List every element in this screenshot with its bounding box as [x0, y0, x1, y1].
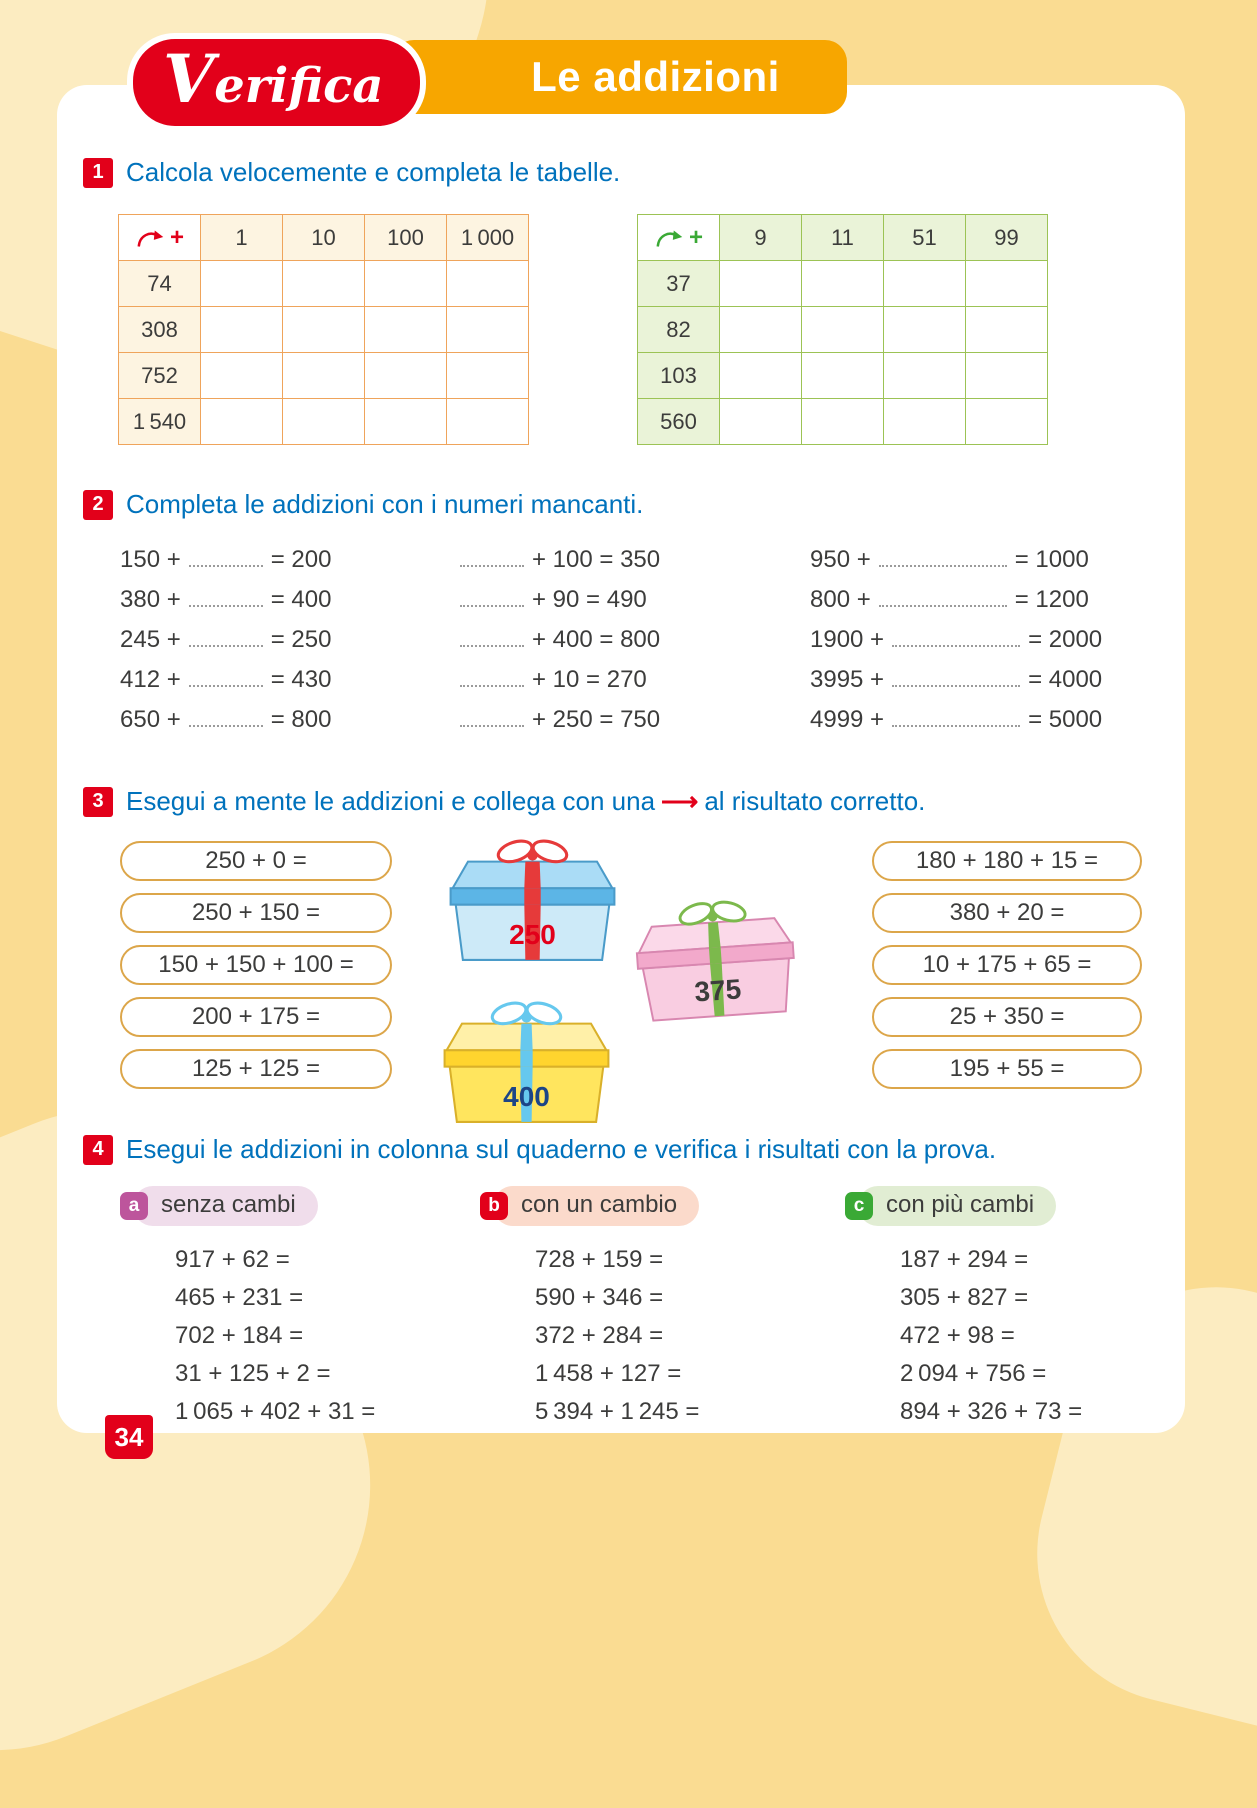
equation-right: = 2000 [1028, 626, 1103, 653]
gift-boxes-area [417, 841, 857, 1126]
group-c-equations [900, 1241, 1082, 1431]
answer-blank[interactable] [892, 721, 1020, 727]
answer-cell[interactable] [283, 307, 365, 353]
addition-pills-right [872, 841, 1142, 1089]
group-b [480, 1187, 845, 1431]
answer-cell[interactable] [966, 261, 1048, 307]
equation [120, 620, 460, 660]
answer-cell[interactable] [802, 353, 884, 399]
equation [120, 700, 460, 740]
column-header: 10 [283, 215, 365, 261]
gift-box-250[interactable] [425, 835, 640, 963]
answer-cell[interactable] [365, 353, 447, 399]
table-right-corner [638, 215, 720, 261]
equation: 187 + 294 = [900, 1246, 1029, 1273]
equation [460, 660, 810, 700]
equation [120, 540, 460, 580]
section-2-number: 2 [83, 490, 113, 520]
equation-left: 1900 + [810, 626, 885, 653]
answer-cell[interactable] [802, 261, 884, 307]
equation-right: = 400 [270, 586, 332, 613]
answer-blank[interactable] [189, 561, 263, 567]
page-title-bar [392, 40, 847, 114]
plus-operator: + [169, 223, 184, 251]
worksheet-page [57, 40, 1185, 1452]
answer-cell[interactable] [447, 261, 529, 307]
equation-left: 380 + [120, 586, 181, 613]
group-a [120, 1187, 480, 1431]
equation [810, 540, 1102, 580]
addition-pills-left [120, 841, 392, 1089]
addition-pill[interactable]: 10 + 175 + 65 = [872, 945, 1142, 985]
addition-pill[interactable]: 250 + 0 = [120, 841, 392, 881]
equation [460, 700, 810, 740]
answer-blank[interactable] [892, 641, 1020, 647]
answer-cell[interactable] [201, 353, 283, 399]
equation-left: 4999 + [810, 706, 885, 733]
addition-pill[interactable]: 250 + 150 = [120, 893, 392, 933]
addition-pill[interactable]: 150 + 150 + 100 = [120, 945, 392, 985]
equation: 590 + 346 = [535, 1284, 664, 1311]
group-a-equations [175, 1241, 480, 1431]
section-4-header [83, 1134, 1143, 1165]
answer-blank[interactable] [189, 681, 263, 687]
answer-cell[interactable] [365, 307, 447, 353]
addition-pill[interactable]: 180 + 180 + 15 = [872, 841, 1142, 881]
equation-right: = 5000 [1028, 706, 1103, 733]
equation: 702 + 184 = [175, 1322, 304, 1349]
answer-cell[interactable] [283, 353, 365, 399]
answer-blank[interactable] [189, 641, 263, 647]
equation-left: 800 + [810, 586, 871, 613]
answer-cell[interactable] [365, 399, 447, 445]
equation [460, 620, 810, 660]
answer-cell[interactable] [283, 399, 365, 445]
equation-right: + 100 = 350 [532, 546, 661, 573]
group-label-text: senza cambi [133, 1186, 318, 1226]
equation: 2 094 + 756 = [900, 1360, 1047, 1387]
verifica-badge [127, 33, 426, 132]
equation-left: 150 + [120, 546, 181, 573]
equation-right: + 400 = 800 [532, 626, 661, 653]
answer-blank[interactable] [460, 721, 524, 727]
answer-cell[interactable] [201, 261, 283, 307]
answer-blank[interactable] [460, 641, 524, 647]
section-1-title: Calcola velocemente e completa le tabelle. [126, 157, 621, 187]
equation-right: + 250 = 750 [532, 706, 661, 733]
section-3-title-before: Esegui a mente le addizioni e collega con una [126, 786, 656, 816]
equation: 31 + 125 + 2 = [175, 1360, 331, 1387]
equation: 728 + 159 = [535, 1246, 664, 1273]
column-header: 11 [802, 215, 884, 261]
plus-arrow-icon [135, 227, 167, 249]
equation-left: 950 + [810, 546, 871, 573]
group-label-text: con un cambio [493, 1186, 699, 1226]
section-1-tables [118, 214, 1143, 445]
answer-cell[interactable] [720, 307, 802, 353]
answer-cell[interactable] [884, 307, 966, 353]
row-header: 82 [638, 307, 720, 353]
answer-cell[interactable] [201, 307, 283, 353]
answer-blank[interactable] [892, 681, 1020, 687]
group-a-label [120, 1187, 480, 1225]
answer-cell[interactable] [720, 261, 802, 307]
gift-box-400[interactable] [419, 997, 634, 1125]
equation: 1 458 + 127 = [535, 1360, 682, 1387]
row-header: 37 [638, 261, 720, 307]
answer-cell[interactable] [365, 261, 447, 307]
gift-label: 400 [503, 1081, 550, 1112]
answer-cell[interactable] [720, 399, 802, 445]
addition-table-left [118, 214, 529, 445]
column-header: 99 [966, 215, 1048, 261]
row-header: 74 [119, 261, 201, 307]
section-4-groups [120, 1187, 1143, 1431]
addition-pill[interactable]: 200 + 175 = [120, 997, 392, 1037]
answer-blank[interactable] [879, 561, 1007, 567]
row-header: 752 [119, 353, 201, 399]
answer-cell[interactable] [447, 353, 529, 399]
equation [810, 620, 1102, 660]
equations-column-3 [810, 540, 1102, 740]
equation-left: 245 + [120, 626, 181, 653]
section-3-header [83, 786, 1143, 817]
answer-cell[interactable] [802, 307, 884, 353]
equation-right: = 1200 [1014, 586, 1089, 613]
section-3-title-after: al risultato corretto. [704, 786, 926, 816]
equation: 305 + 827 = [900, 1284, 1029, 1311]
page-number: 34 [105, 1415, 153, 1459]
answer-blank[interactable] [189, 721, 263, 727]
addition-pill[interactable]: 125 + 125 = [120, 1049, 392, 1089]
answer-cell[interactable] [201, 399, 283, 445]
red-arrow-icon: ⟶ [661, 786, 699, 816]
section-4-number: 4 [83, 1135, 113, 1165]
column-header: 51 [884, 215, 966, 261]
equation [810, 660, 1102, 700]
equation [460, 580, 810, 620]
answer-cell[interactable] [802, 399, 884, 445]
column-header: 1 [201, 215, 283, 261]
column-header: 1 000 [447, 215, 529, 261]
row-header: 103 [638, 353, 720, 399]
addition-table-right [637, 214, 1048, 445]
group-letter-badge: a [120, 1192, 148, 1220]
equation-left: 3995 + [810, 666, 885, 693]
equation-right: = 430 [270, 666, 332, 693]
answer-blank[interactable] [460, 681, 524, 687]
section-2-title: Completa le addizioni con i numeri mancanti. [126, 489, 644, 519]
section-1-header [83, 157, 1143, 188]
equation [810, 700, 1102, 740]
equation-right: = 800 [270, 706, 332, 733]
plus-arrow-icon [654, 227, 686, 249]
equation: 472 + 98 = [900, 1322, 1015, 1349]
column-header: 9 [720, 215, 802, 261]
answer-cell[interactable] [884, 399, 966, 445]
section-2-header [83, 489, 1143, 520]
table-left-corner [119, 215, 201, 261]
gift-label: 375 [693, 973, 743, 1008]
gift-label: 250 [509, 919, 556, 950]
answer-cell[interactable] [966, 399, 1048, 445]
section-3-number: 3 [83, 787, 113, 817]
row-header: 560 [638, 399, 720, 445]
answer-blank[interactable] [460, 601, 524, 607]
equation: 5 394 + 1 245 = [535, 1398, 700, 1425]
section-1-number: 1 [83, 158, 113, 188]
answer-blank[interactable] [879, 601, 1007, 607]
answer-cell[interactable] [966, 307, 1048, 353]
equation [120, 660, 460, 700]
group-letter-badge: b [480, 1192, 508, 1220]
column-header: 100 [365, 215, 447, 261]
section-2-equations [120, 540, 1143, 740]
equation-right: = 4000 [1028, 666, 1103, 693]
answer-blank[interactable] [189, 601, 263, 607]
answer-cell[interactable] [884, 261, 966, 307]
equation [120, 580, 460, 620]
equation [460, 540, 810, 580]
equation: 917 + 62 = [175, 1246, 290, 1273]
verifica-badge-label: Verifica [163, 40, 384, 118]
answer-cell[interactable] [720, 353, 802, 399]
section-3-title [126, 786, 925, 817]
group-c-label [845, 1187, 1082, 1225]
page-title: Le addizioni [531, 53, 780, 100]
answer-cell[interactable] [884, 353, 966, 399]
row-header: 1 540 [119, 399, 201, 445]
equations-column-1 [120, 540, 460, 740]
equation: 1 065 + 402 + 31 = [175, 1398, 376, 1425]
equation: 372 + 284 = [535, 1322, 664, 1349]
equation-right: = 250 [270, 626, 332, 653]
gift-box-375[interactable] [609, 890, 822, 1026]
answer-cell[interactable] [447, 399, 529, 445]
equation-right: = 200 [270, 546, 332, 573]
group-letter-badge: c [845, 1192, 873, 1220]
group-c [845, 1187, 1082, 1431]
section-4-title: Esegui le addizioni in colonna sul quaderno e verifica i risultati con la prova. [126, 1134, 997, 1164]
answer-cell[interactable] [283, 261, 365, 307]
equation-left: 650 + [120, 706, 181, 733]
addition-pill[interactable]: 195 + 55 = [872, 1049, 1142, 1089]
row-header: 308 [119, 307, 201, 353]
equation: 894 + 326 + 73 = [900, 1398, 1083, 1425]
plus-operator: + [688, 223, 703, 251]
section-3-matching-area [120, 841, 1143, 1126]
equation-right: = 1000 [1014, 546, 1089, 573]
addition-pill[interactable]: 25 + 350 = [872, 997, 1142, 1037]
equation-right: + 10 = 270 [532, 666, 647, 693]
answer-blank[interactable] [460, 561, 524, 567]
answer-cell[interactable] [447, 307, 529, 353]
equation-left: 412 + [120, 666, 181, 693]
equation: 465 + 231 = [175, 1284, 304, 1311]
equations-column-2 [460, 540, 810, 740]
equation [810, 580, 1102, 620]
group-b-equations [535, 1241, 845, 1431]
answer-cell[interactable] [966, 353, 1048, 399]
group-b-label [480, 1187, 845, 1225]
group-label-text: con più cambi [858, 1186, 1056, 1226]
equation-right: + 90 = 490 [532, 586, 647, 613]
addition-pill[interactable]: 380 + 20 = [872, 893, 1142, 933]
